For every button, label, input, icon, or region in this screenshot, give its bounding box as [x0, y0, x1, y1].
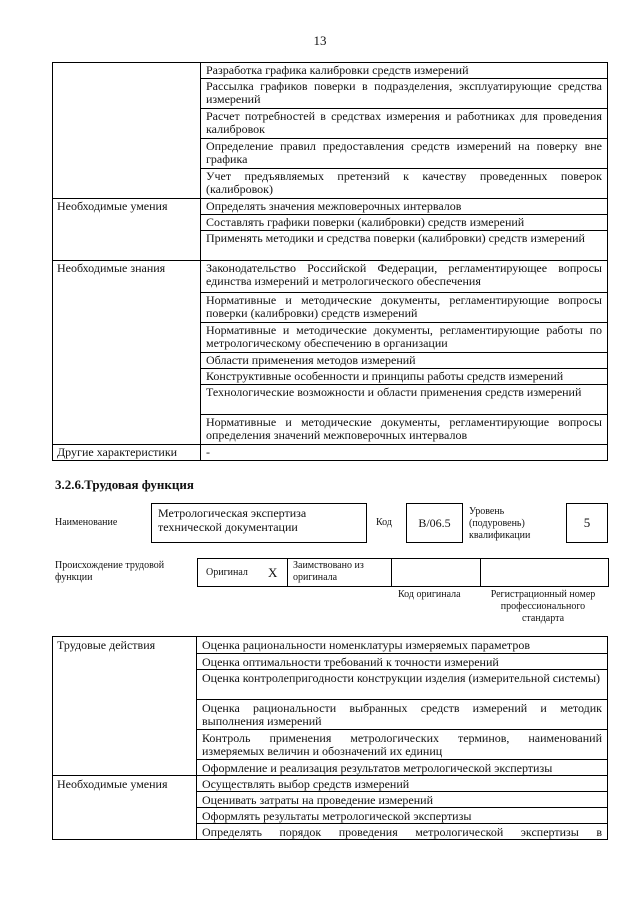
- table-cell: Нормативные и методические документы, регламентирующие работы по метрологическому обеспечению в организации: [201, 323, 608, 353]
- table-cell: Оформлять результаты метрологической экспертизы: [197, 808, 608, 824]
- table-cell: Оценка контролепригодности конструкции изделия (измерительной системы): [197, 670, 608, 700]
- table-cell: Учет предъявляемых претензий к качеству проведенных поверок (калибровок): [201, 169, 608, 199]
- origin-label: Происхождение трудовой функции: [55, 560, 165, 583]
- level-value: 5: [583, 515, 591, 530]
- table-cell: Области применения методов измерений: [201, 353, 608, 369]
- table-cell: Оценивать затраты на проведение измерений: [197, 792, 608, 808]
- reg-number-caption: Регистрационный номер профессионального стандарта: [490, 589, 596, 624]
- table-cell: Расчет потребностей в средствах измерения и работниках для проведения калибровок: [201, 109, 608, 139]
- table-cell: Законодательство Российской Федерации, регламентирующее вопросы единства измерений и метрологического обеспечения: [201, 261, 608, 293]
- table-cell: Оценка рациональности выбранных средств измерений и методик выполнения измерений: [197, 700, 608, 730]
- table-cell: Оценка оптимальности требований к точности измерений: [197, 654, 608, 670]
- labor-actions-table: [52, 636, 608, 840]
- row-label-actions: Трудовые действия: [53, 637, 197, 776]
- table-cell: Оформление и реализация результатов метрологической экспертизы: [197, 760, 608, 776]
- table-cell: Разработка графика калибровки средств измерений: [201, 63, 608, 79]
- table-cell: Конструктивные особенности и принципы работы средств измерений: [201, 369, 608, 385]
- table-cell: Оценка рациональности номенклатуры измеряемых параметров: [197, 637, 608, 654]
- original-label: Оригинал: [206, 567, 248, 578]
- page-number: 13: [313, 33, 327, 48]
- origin-code-caption: Код оригинала: [398, 589, 461, 600]
- name-box: [151, 503, 367, 543]
- borrowed-label: Заимствовано из оригинала: [293, 560, 364, 583]
- table-cell: Нормативные и методические документы, регламентирующие вопросы поверки (калибровки) средств измерений: [201, 293, 608, 323]
- row-label-other: Другие характеристики: [53, 445, 201, 461]
- section-heading: 3.2.6.Трудовая функция: [55, 477, 194, 492]
- level-box: [566, 503, 608, 543]
- divider: [480, 559, 481, 586]
- table-cell: Применять методики и средства поверки (калибровки) средств измерений: [201, 231, 608, 261]
- table-cell: Составлять графики поверки (калибровки) средств измерений: [201, 215, 608, 231]
- table-cell: Технологические возможности и области применения средств измерений: [201, 385, 608, 415]
- code-value: B/06.5: [418, 516, 451, 530]
- table-cell: -: [201, 445, 608, 461]
- table-cell: Осуществлять выбор средств измерений: [197, 776, 608, 792]
- table-cell: Рассылка графиков поверки в подразделения, эксплуатирующие средства измерений: [201, 79, 608, 109]
- original-mark: X: [268, 565, 278, 580]
- row-label-skills-2: Необходимые умения: [53, 776, 197, 840]
- table-cell: Определять значения межповерочных интервалов: [201, 199, 608, 215]
- row-label-skills: Необходимые умения: [53, 199, 201, 261]
- code-label: Код: [376, 517, 392, 528]
- origin-box: [197, 558, 609, 587]
- table-cell: Контроль применения метрологических терминов, наименований измеряемых величин и обозначений их единиц: [197, 730, 608, 760]
- table-cell: Нормативные и методические документы, регламентирующие вопросы определения значений межповерочных интервалов: [201, 415, 608, 445]
- table-cell: Определять порядок проведения метрологической экспертизы в: [197, 824, 608, 840]
- skills-knowledge-table: [52, 62, 608, 461]
- divider: [287, 559, 288, 586]
- divider: [391, 559, 392, 586]
- name-value: Метрологическая экспертиза технической документации: [158, 506, 307, 534]
- code-box: [406, 503, 463, 543]
- table-cell: Определение правил предоставления средств измерений на поверку вне графика: [201, 139, 608, 169]
- row-label-knowledge: Необходимые знания: [53, 261, 201, 445]
- row-label: [53, 63, 201, 199]
- name-label: Наименование: [55, 517, 118, 528]
- level-label: Уровень (подуровень) квалификации: [469, 506, 531, 541]
